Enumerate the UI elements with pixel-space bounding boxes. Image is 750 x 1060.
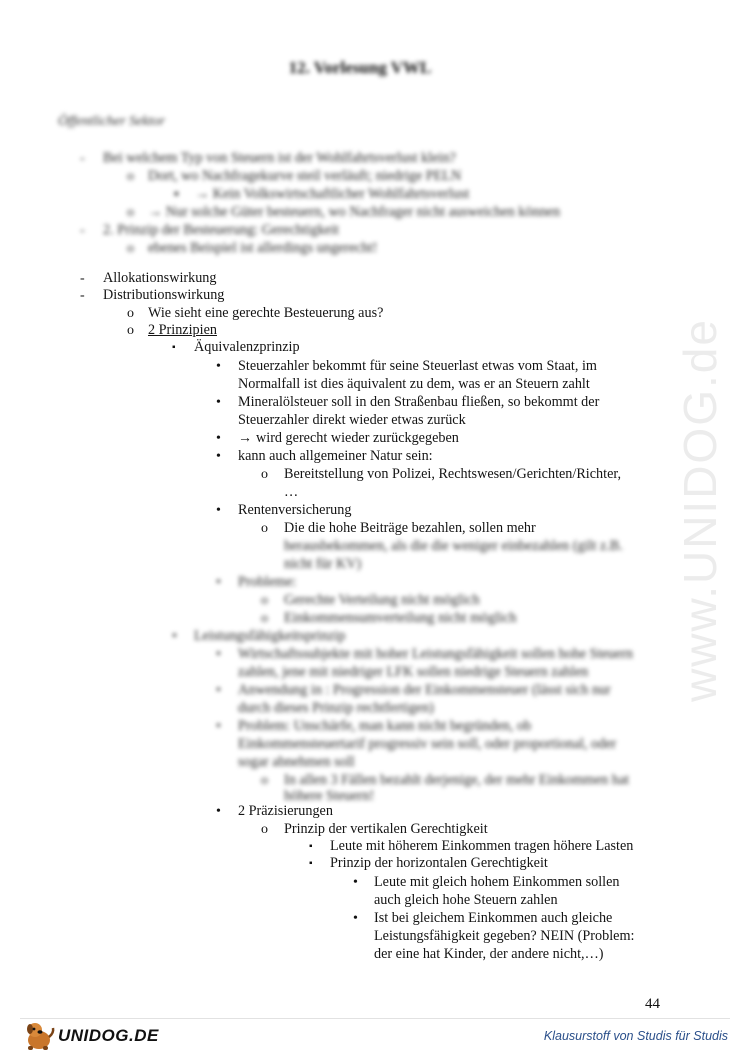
dot-bullet: •: [216, 395, 221, 410]
footer-divider: [20, 1018, 730, 1019]
circle-bullet: o: [127, 323, 134, 338]
list-item: Prinzip der vertikalen Gerechtigkeit: [284, 821, 488, 837]
dot-bullet: •: [216, 575, 221, 590]
dot-bullet: •: [216, 647, 221, 662]
circle-bullet: o: [261, 773, 268, 788]
list-item: Distributionswirkung: [103, 287, 225, 303]
blurred-line: Leistungsfähigkeitsprinzip: [194, 628, 346, 644]
list-item-cont: Leistungsfähigkeit gegeben? NEIN (Problem:: [374, 928, 635, 944]
page-title: 12. Vorlesung VWL: [288, 58, 432, 77]
list-item: 2 Präzisierungen: [238, 803, 333, 819]
section-heading: Öffentlicher Sektor: [58, 114, 165, 129]
circle-bullet: o: [261, 593, 268, 608]
list-item: Bereitstellung von Polizei, Rechtswesen/Gerichten/Richter,: [284, 466, 622, 482]
blurred-line: Anwendung in : Progression der Einkommensteuer (lässt sich nur: [238, 682, 611, 698]
blurred-line: Gerechte Verteilung nicht möglich: [284, 592, 480, 608]
dot-bullet: •: [172, 629, 177, 644]
list-item-cont: …: [284, 484, 299, 500]
blurred-line: durch dieses Prinzip rechtfertigen): [238, 700, 434, 716]
blurred-line: In allen 3 Fällen bezahlt derjenige, der mehr Einkommen hat: [284, 772, 630, 788]
dog-icon: [22, 1020, 56, 1052]
blurred-line: Dort, wo Nachfragekurve steil verläuft; niedrige PELN: [148, 168, 462, 184]
dot-bullet: •: [216, 449, 221, 464]
arrow-icon: →: [238, 431, 252, 446]
watermark: www.UNIDOG.de: [674, 318, 727, 702]
blurred-line: sogar abnehmen soll: [238, 754, 355, 770]
blurred-line: Problem: Unschärfe, man kann nicht begründen, ob: [238, 718, 532, 734]
list-item-cont: auch gleich hohe Steuern zahlen: [374, 892, 558, 908]
dash-bullet: -: [80, 271, 85, 286]
list-item: Leute mit gleich hohem Einkommen sollen: [374, 874, 620, 890]
list-item-cont: Normalfall ist dies äquivalent zu dem, was er an Steuern zahlt: [238, 376, 590, 392]
list-item: Ist bei gleichem Einkommen auch gleiche: [374, 910, 613, 926]
blurred-line: ebenes Beispiel ist allerdings ungerecht!: [148, 240, 378, 256]
square-bullet: ▪: [174, 187, 179, 202]
list-item: kann auch allgemeiner Natur sein:: [238, 448, 433, 464]
circle-bullet: o: [127, 205, 134, 220]
dot-bullet: •: [216, 683, 221, 698]
dot-bullet: •: [216, 719, 221, 734]
blurred-line: Bei welchem Typ von Steuern ist der Wohlfahrtsverlust klein?: [103, 150, 456, 166]
circle-bullet: o: [261, 611, 268, 626]
circle-bullet: o: [127, 306, 134, 321]
blurred-line: Einkommensumverteilung nicht möglich: [284, 610, 517, 626]
page-number: 44: [645, 996, 660, 1012]
list-item: Die die hohe Beiträge bezahlen, sollen mehr: [284, 520, 536, 536]
dash-bullet: -: [80, 151, 85, 166]
list-item: wird gerecht wieder zurückgegeben: [256, 430, 459, 446]
list-item: Leute mit höherem Einkommen tragen höhere Lasten: [330, 838, 634, 854]
blurred-line: Wirtschaftssubjekte mit hoher Leistungsfähigkeit sollen hohe Steuern: [238, 646, 634, 662]
circle-bullet: o: [261, 467, 268, 482]
footer-slogan: Klausurstoff von Studis für Studis: [543, 1029, 728, 1043]
dot-bullet: •: [216, 431, 221, 446]
circle-bullet: o: [127, 169, 134, 184]
list-item: Prinzip der horizontalen Gerechtigkeit: [330, 855, 548, 871]
dot-bullet: •: [353, 911, 358, 926]
dash-bullet: -: [80, 288, 85, 303]
circle-bullet: o: [127, 241, 134, 256]
list-item: Rentenversicherung: [238, 502, 352, 518]
dot-bullet: •: [353, 875, 358, 890]
square-bullet: ▪: [309, 841, 313, 852]
dot-bullet: •: [216, 503, 221, 518]
square-bullet: ▪: [172, 342, 176, 353]
list-item: Äquivalenzprinzip: [194, 339, 300, 355]
circle-bullet: o: [261, 521, 268, 536]
blurred-line: Einkommensteuertarif progressiv sein soll, oder proportional, oder: [238, 736, 617, 752]
blurred-line: Probleme:: [238, 574, 297, 590]
square-bullet: ▪: [309, 858, 313, 869]
blurred-line: → Kein Volkswirtschaftlicher Wohlfahrtsverlust: [195, 186, 470, 202]
list-item: Allokationswirkung: [103, 270, 217, 286]
list-item: Mineralölsteuer soll in den Straßenbau fließen, so bekommt der: [238, 394, 600, 410]
list-item-cont: der eine hat Kinder, der andere nicht,…): [374, 946, 604, 962]
list-item: Steuerzahler bekommt für seine Steuerlast etwas vom Staat, im: [238, 358, 597, 374]
list-item: 2 Prinzipien: [148, 322, 217, 338]
blurred-line: höhere Steuern!: [284, 788, 375, 804]
dash-bullet: -: [80, 223, 85, 238]
blurred-line: 2. Prinzip der Besteuerung: Gerechtigkeit: [103, 222, 339, 238]
blurred-line: zahlen, jene mit niedriger LFK sollen niedrige Steuern zahlen: [238, 664, 589, 680]
list-item-cont: Steuerzahler direkt wieder etwas zurück: [238, 412, 466, 428]
dot-bullet: •: [216, 359, 221, 374]
list-item: Wie sieht eine gerechte Besteuerung aus?: [148, 305, 384, 321]
blurred-line: → Nur solche Güter besteuern, wo Nachfrager nicht ausweichen können: [148, 204, 561, 220]
logo-text: UNIDOG.DE: [58, 1026, 159, 1045]
unidog-logo[interactable]: [22, 1020, 159, 1052]
blurred-line: nicht für KV): [284, 556, 362, 572]
blurred-line: herausbekommen, als die die weniger einbezahlen (gilt z.B.: [284, 538, 623, 554]
dot-bullet: •: [216, 804, 221, 819]
circle-bullet: o: [261, 822, 268, 837]
